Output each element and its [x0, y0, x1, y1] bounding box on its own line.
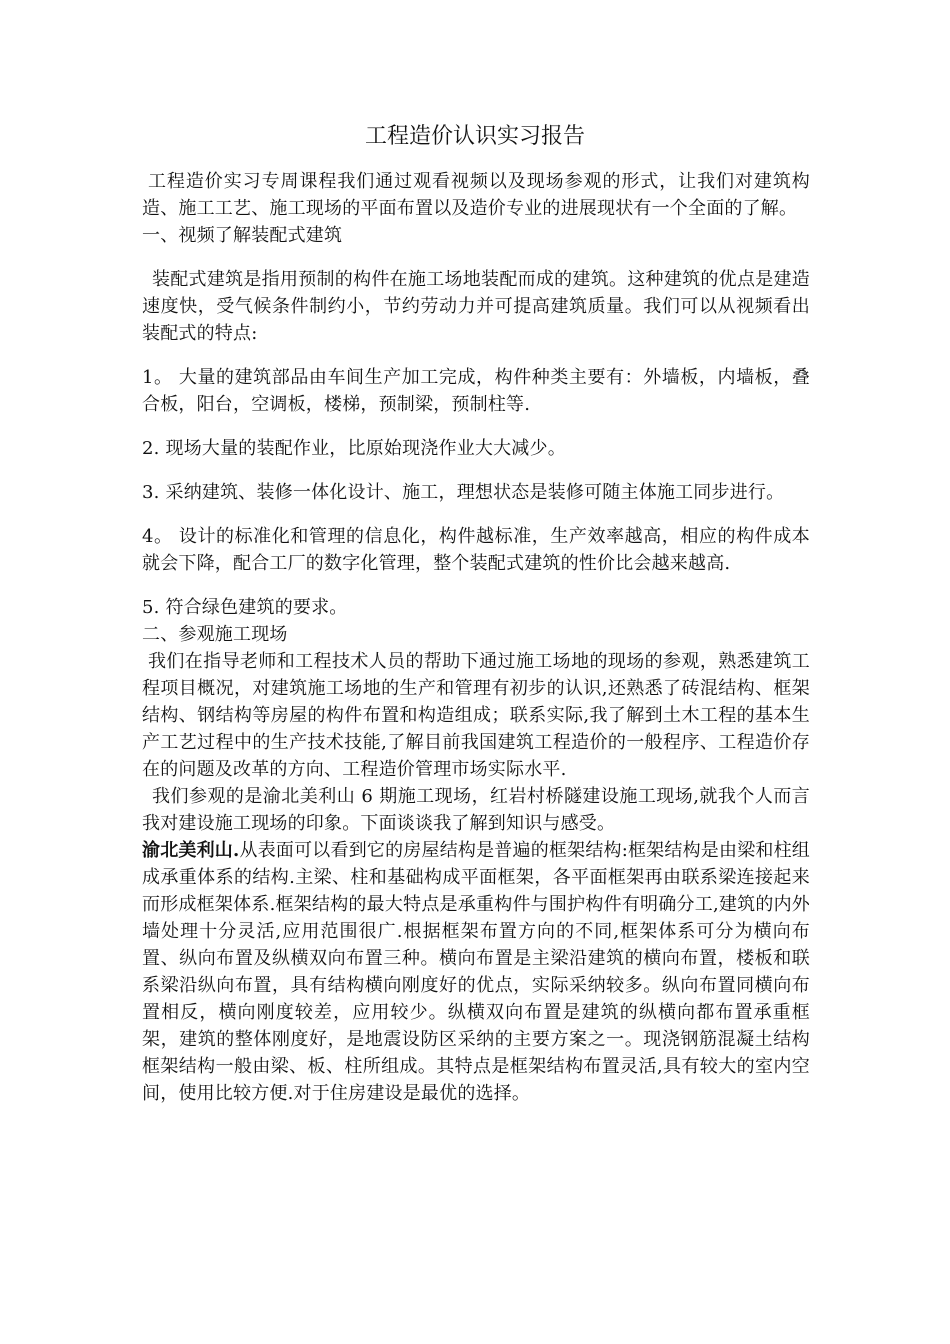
document-body — [142, 168, 810, 1107]
list-item: 3. 采纳建筑、装修一体化设计、施工，理想状态是装修可随主体施工同步进行。 — [142, 482, 785, 503]
list-item: 5. 符合绿色建筑的要求。 — [142, 597, 348, 618]
list-item: 4。 设计的标准化和管理的信息化，构件越标准，生产效率越高，相应的构件成本就会下降，配合工厂的数字化管理，整个装配式建筑的性价比会越来越高. — [142, 526, 810, 574]
section2-paragraph-1: 我们在指导老师和工程技术人员的帮助下通过施工场地的现场的参观，熟悉建筑工程项目概况，对建筑施工场地的生产和管理有初步的认识,还熟悉了砖混结构、框架结构、钢结构等房屋的构件布置和构造组成；联系实际,我了解到土木工程的基本生产工艺过程中的生产技术技能,了解目前我国建筑工程造价的一般程序、工程造价存在的问题及改革的方向、工程造价管理市场实际水平. — [142, 651, 810, 780]
section2-heading: 二、参观施工现场 — [142, 624, 288, 645]
site-name: 渝北美利山. — [142, 840, 240, 861]
section1-heading: 一、视频了解装配式建筑 — [142, 225, 343, 246]
list-item: 2. 现场大量的装配作业，比原始现浇作业大大减少。 — [142, 438, 566, 459]
section1-paragraph: 装配式建筑是指用预制的构件在施工场地装配而成的建筑。这种建筑的优点是建造速度快，受气候条件制约小，节约劳动力并可提高建筑质量。我们可以从视频看出装配式的特点: — [142, 269, 810, 344]
section2-paragraph-2: 我们参观的是渝北美利山 6 期施工现场，红岩村桥隧建设施工现场,就我个人而言我对建设施工现场的印象。下面谈谈我了解到知识与感受。 — [142, 786, 810, 834]
site-paragraph — [142, 837, 810, 1107]
intro-paragraph: 工程造价实习专周课程我们通过观看视频以及现场参观的形式，让我们对建筑构造、施工工艺、施工现场的平面布置以及造价专业的进展现状有一个全面的了解。 — [142, 171, 810, 219]
document-title: 工程造价认识实习报告 — [364, 124, 585, 149]
list-item: 1。 大量的建筑部品由车间生产加工完成，构件种类主要有：外墙板，内墙板，叠合板，阳台，空调板，楼梯，预制梁，预制柱等. — [142, 367, 810, 415]
site-text: 从表面可以看到它的房屋结构是普遍的框架结构:框架结构是由梁和柱组成承重体系的结构.主梁、柱和基础构成平面框架，各平面框架再由联系梁连接起来而形成框架体系.框架结构的最大特点是承重构件与围护构件有明确分工,建筑的内外墙处理十分灵活,应用范围很广.根据框架布置方向的不同,框架体系可分为横向布置、纵向布置及纵横双向布置三种。横向布置是主梁沿建筑的横向布置，楼板和联系梁沿纵向布置，具有结构横向刚度好的优点，实际采纳较多。纵向布置同横向布置相反，横向刚度较差，应用较少。纵横双向布置是建筑的纵横向都布置承重框架，建筑的整体刚度好，是地震设防区采纳的主要方案之一。现浇钢筋混凝土结构框架结构一般由梁、板、柱所组成。其特点是框架结构布置灵活,具有较大的室内空间，使用比较方便.对于住房建设是最优的选择。 — [142, 840, 810, 1104]
